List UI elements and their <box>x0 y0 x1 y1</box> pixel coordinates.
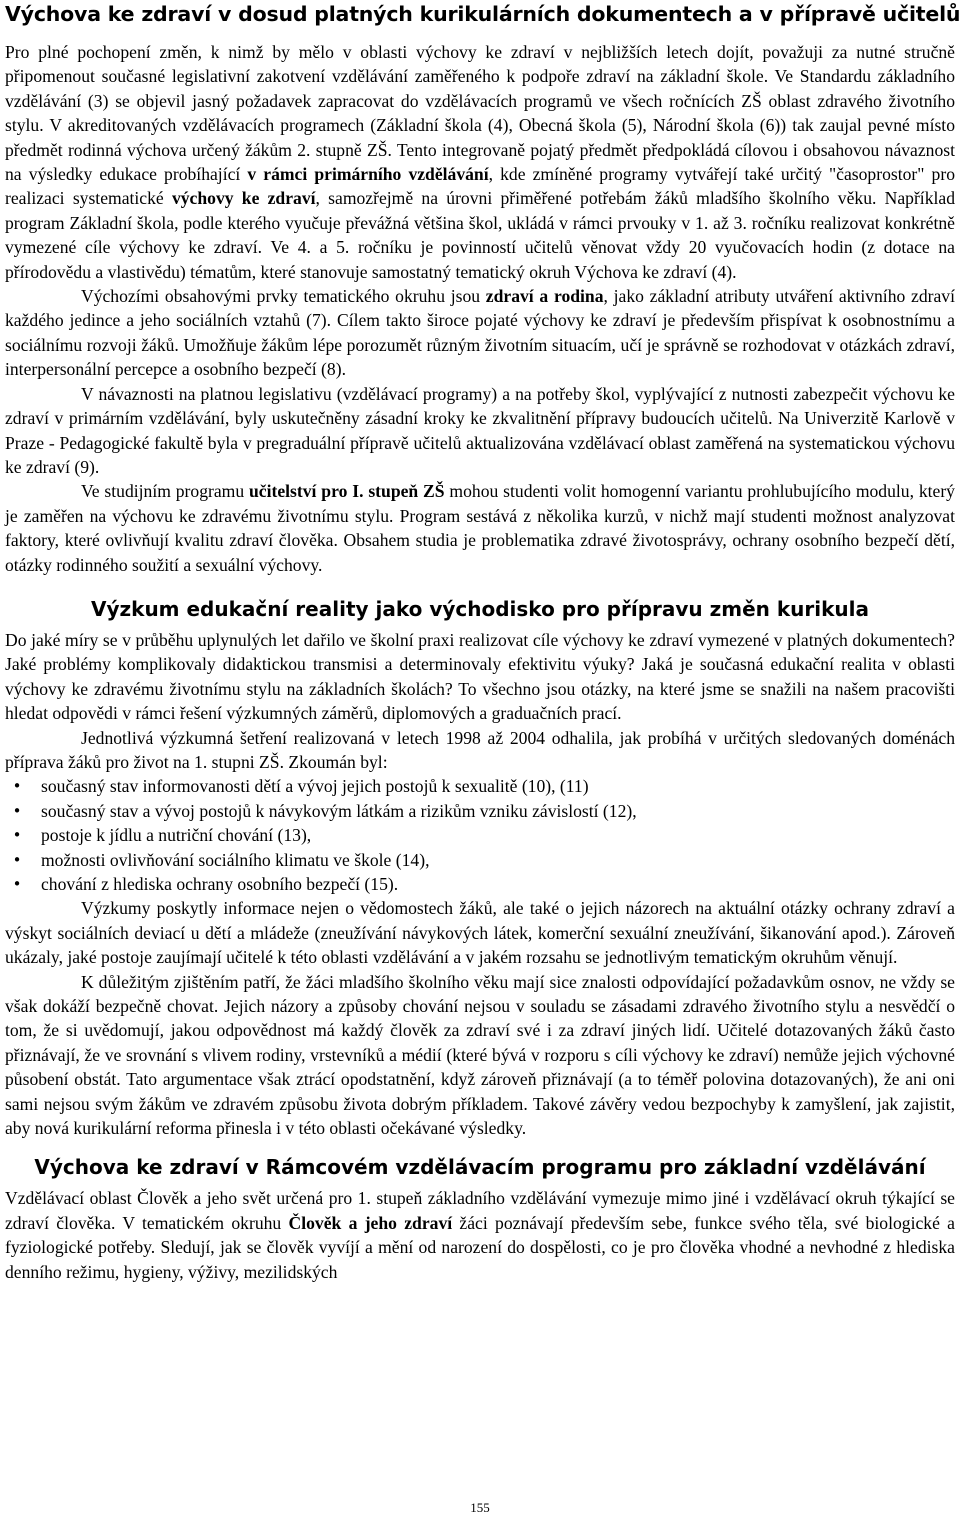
bullet-icon: • <box>12 850 22 869</box>
paragraph-key-findings: K důležitým zjištěním patří, že žáci mladšího školního věku mají sice znalosti odpovídající požadavkům osnov, ne vždy se však dokáží bezpečně chovat. Jejich názory a způsoby chování nejsou v souladu se zásadami zdravého životního stylu a nesvědčí o tom, že si uvědomují, jakou odpovědnost má každý člověk za zdraví své i za zdraví jiných lidí. Učitelé dotazovaných žáků často přiznávají, že ve srovnání s vlivem rodiny, vrstevníků a médií (které bývá v rozporu s cíli výchovy ke zdraví) nemůže jejich výchovné působení obstát. Tato argumentace však ztrácí opodstatnění, když zároveň přiznávají (a to téměř polovina dotazovaných), že ani oni sami nejsou svým žákům ve zdravém způsobu života dobrým příkladem. Takové závěry vedou bezpochyby k zamyšlení, jak zajistit, aby nová kurikulární reforma přinesla i v této oblasti očekávané výsledky. <box>5 971 955 1139</box>
paragraph-research-findings: Výzkumy poskytly informace nejen o vědomostech žáků, ale také o jejich názorech na aktuální otázky ochrany zdraví a výskyt sociálních deviací u dětí a mládeže (zneužívání návykových látek, komerční sexuální zneužívání, šikanování apod.). Zároveň ukázaly, jaké postoje zaujímají učitelé k této oblasti vzdělávání a v jakém rozsahu se jednotlivým tematickým okruhům věnují. <box>5 898 955 968</box>
text-run: , samozřejmě na úrovni přiměřené potřebám žáků mladšího školního věku. Například program Základní škola, podle kterého vyučuje převážná většina škol, ukládá v rámci prvouky v 1. až 3. ročníku realizovat konkrétně vymezené cíle výchovy ke zdraví. Ve 4. a 5. ročníku je povinností učitelů věnovat vždy 20 vyučovacích hodin (z dotace na přírodovědu a vlastivědu) tématům, které stanovuje samostatný tematický okruh Výchova ke zdraví (4). <box>5 188 955 282</box>
text-run: Ve studijním programu <box>81 481 250 502</box>
bullet-icon: • <box>12 826 22 845</box>
page-number: 155 <box>470 1500 490 1515</box>
paragraph-health-family <box>5 284 955 382</box>
research-topics-list <box>5 774 955 896</box>
text-run: Výchozími obsahovými prvky tematického okruhu jsou <box>81 286 486 307</box>
bullet-icon: • <box>12 777 22 796</box>
emphasized-text: výchovy ke zdraví <box>171 188 316 209</box>
paragraph-framework <box>5 1186 955 1284</box>
text-run: V návaznosti na platnou legislativu (vzdělávací programy) a na potřeby škol, vyplývající z nutnosti zabezpečit výchovu ke zdraví v primárním vzdělávání, byly uskutečněny zásadní kroky ke zkvalitnění přípravy budoucích učitelů. Na Univerzitě Karlově v Praze - Pedagogické fakultě byla v pregraduální přípravě učitelů aktualizována vzdělávací oblast zaměřená na systematickou výchovu ke zdraví (9). <box>5 383 955 477</box>
list-item-text: postoje k jídlu a nutriční chování (13), <box>41 825 312 846</box>
paragraph-legislation <box>5 40 955 284</box>
page-title: Výchova ke zdraví v dosud platných kurikulárních dokumentech a v přípravě učitelů <box>5 2 960 26</box>
emphasized-text: v rámci primárního vzdělávání <box>247 164 489 185</box>
bullet-icon: • <box>12 875 22 893</box>
text-run: žáci poznávají především sebe, funkce svého těla, své biologické a fyziologické potřeby. Sledují, jak se člověk vyvíjí a mění od narození do dospělosti, co je pro člověka vhodné a nevhodné z hlediska denního režimu, hygieny, výživy, mezilidských <box>5 1212 955 1282</box>
section-heading-research: Výzkum edukační reality jako východisko pro přípravu změn kurikula <box>90 596 870 621</box>
list-item <box>5 774 955 798</box>
list-item <box>5 799 955 823</box>
paragraph-research-scope: Jednotlivá výzkumná šetření realizovaná v letech 1998 až 2004 odhalila, jak probíhá v určitých sledovaných doménách příprava žáků pro život na 1. stupni ZŠ. Zkoumán byl: <box>5 727 955 772</box>
text-run: Vzdělávací oblast Člověk a jeho svět určená pro 1. stupeň základního vzdělávání vymezuje mimo jiné i vzdělávací okruh týkající se zdraví člověka. V tematickém okruhu <box>5 1188 955 1233</box>
text-run: Pro plné pochopení změn, k nimž by mělo v oblasti výchovy ke zdraví v nejbližších letech dojít, považuji za nutné stručně připomenout současné legislativní zakotvení vzdělávání zaměřeného k podpoře zdraví na základní škole. Ve Standardu základního vzdělávání (3) se objevil jasný požadavek zapracovat do vzdělávacích programů ve všech ročnících ZŠ oblast zdravého životního stylu. V akreditovaných vzdělávacích programech (Základní škola (4), Obecná škola (5), Národní škola (6)) tak zaujal pevné místo předmět rodinná výchova určený žákům 2. stupně ZŠ. Tento integrovaně pojatý předmět předpokládá cílovou i obsahovou návaznost na výsledky edukace probíhající <box>5 42 955 185</box>
bullet-icon: • <box>12 801 22 820</box>
list-item <box>5 848 955 872</box>
text-run: , kde zmíněné programy vytvářejí také určitý "časoprostor" pro realizaci systematické <box>5 164 956 209</box>
paragraph-research-questions: Do jaké míry se v průběhu uplynulých let dařilo ve školní praxi realizovat cíle výchovy ke zdraví vymezené v platných dokumentech? Jaké problémy komplikovaly didaktickou transmisi a determinovaly efektivitu výuky? Jaká je současná edukační realita v oblasti výchovy ke zdravému životnímu stylu na základních školách? To všechno jsou otázky, na které jsme se snažili na našem pracovišti hledat odpovědi v rámci řešení výzkumných záměrů, diplomových a graduačních prací. <box>5 629 955 724</box>
text-run: mohou studenti volit homogenní variantu prohlubujícího modulu, který je zaměřen na výchovu ke zdravému životnímu stylu. Program sestává z několika kurzů, v nichž mají studenti možnost analyzovat faktory, které ovlivňují kvalitu zdraví člověka. Obsahem studia je problematika zdravé životosprávy, ochrany osobního bezpečí dětí, otázky rodinného soužití a sexuální výchovy. <box>5 481 955 575</box>
emphasized-text: Člověk a jeho zdraví <box>288 1212 453 1233</box>
emphasized-text: učitelství pro I. stupeň ZŠ <box>249 481 445 502</box>
list-item-text: možnosti ovlivňování sociálního klimatu ve škole (14), <box>41 849 430 870</box>
list-item-text: současný stav informovanosti dětí a vývoj jejich postojů k sexualitě (10), (11) <box>41 776 589 797</box>
list-item-text: současný stav a vývoj postojů k návykovým látkám a rizikům vzniku závislostí (12), <box>41 800 637 821</box>
paragraph-teacher-training <box>5 382 955 480</box>
text-run: , jako základní atributy utváření aktivního zdraví každého jedince a jeho sociálních vztahů (7). Cílem takto široce pojaté výchovy ke zdraví je především přispívat k osobnostnímu a sociálnímu rozvoji žáků. Umožňuje žákům lépe porozumět různým životním situacím, učí je správně se rozhodovat v otázkách zdraví, interpersonální percepce a osobního bezpečí (8). <box>5 286 955 380</box>
list-item <box>5 872 955 896</box>
list-item <box>5 823 955 847</box>
section-heading-framework: Výchova ke zdraví v Rámcovém vzdělávacím programu pro základní vzdělávání <box>34 1155 926 1180</box>
emphasized-text: zdraví a rodina <box>485 286 604 307</box>
list-item-text: chování z hlediska ochrany osobního bezpečí (15). <box>41 874 399 894</box>
document-page <box>5 0 960 1284</box>
paragraph-study-program <box>5 479 955 577</box>
